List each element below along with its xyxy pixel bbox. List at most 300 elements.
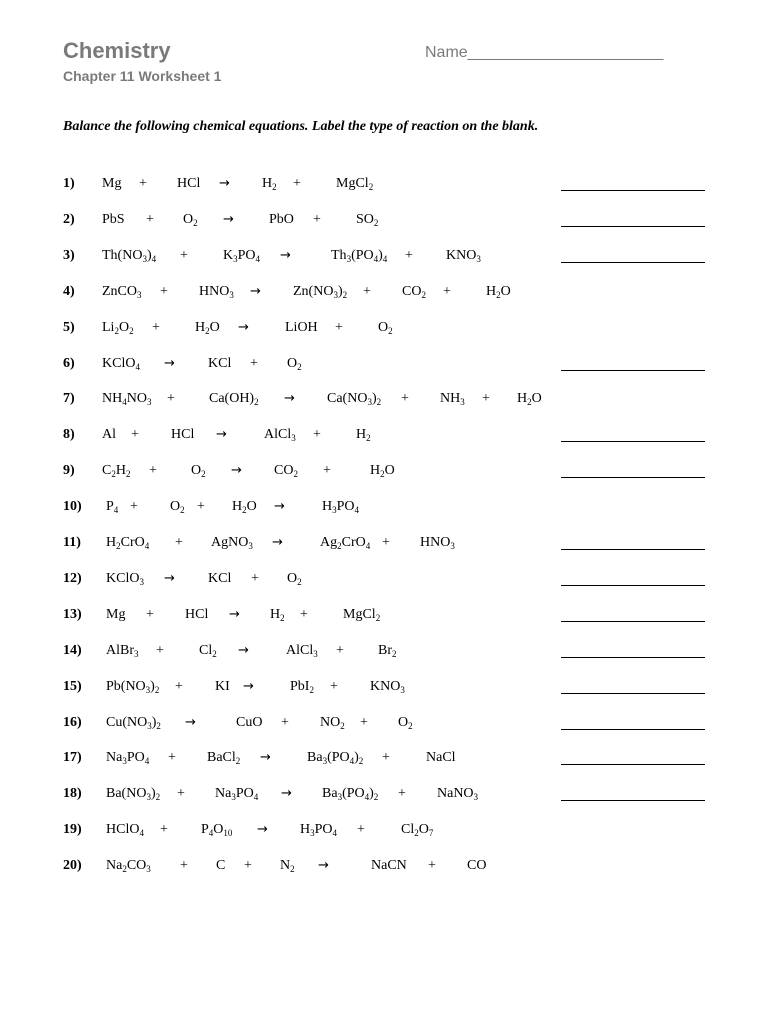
formula-text: NaNO: [437, 786, 474, 802]
equation-number: 9): [63, 463, 75, 479]
formula-subscript: 2: [392, 648, 397, 659]
formula-subscript: 2: [155, 792, 161, 803]
arrow-icon: [274, 499, 285, 514]
formula-text: H: [486, 283, 497, 299]
chemical-formula: [287, 356, 302, 372]
equation-number: 20): [63, 858, 82, 874]
formula-text: O: [209, 319, 220, 335]
formula-subscript: 2: [254, 397, 259, 408]
arrow-icon: [185, 715, 196, 730]
formula-subscript: 4: [382, 253, 388, 264]
formula-text: P: [106, 499, 114, 515]
formula-text: (PO: [342, 786, 365, 802]
formula-text: AgNO: [211, 535, 249, 550]
formula-subscript: 2: [342, 289, 348, 300]
formula-text: +: [482, 391, 490, 407]
equation-row: [0, 391, 770, 415]
formula-text: Ca(NO: [327, 391, 368, 407]
equation-number: 1): [63, 176, 75, 191]
formula-text: Cu(NO: [106, 714, 148, 730]
reaction-type-blank[interactable]: [561, 477, 705, 478]
arrow-icon: [216, 427, 227, 442]
formula-text: +: [168, 750, 176, 766]
formula-text: O: [531, 391, 542, 407]
formula-subscript: 3: [147, 720, 152, 731]
formula-subscript: 2: [380, 469, 385, 480]
formula-subscript: 3: [142, 253, 147, 264]
formula-subscript: 2: [358, 756, 364, 767]
formula-text: PO: [237, 247, 256, 263]
plus-sign: [336, 643, 344, 659]
formula-text: Ag: [320, 535, 338, 550]
formula-text: ): [146, 247, 152, 263]
chemical-formula: [102, 248, 156, 264]
formula-subscript: 3: [337, 792, 343, 803]
formula-text: Na: [215, 786, 232, 802]
chemical-formula: [102, 391, 151, 407]
equation-row: [0, 284, 770, 308]
plus-sign: [357, 822, 365, 838]
formula-text: +: [180, 247, 188, 263]
formula-text: O: [287, 355, 298, 371]
formula-text: CrO: [341, 535, 366, 550]
arrow-icon: [238, 643, 249, 658]
plus-sign: [131, 427, 139, 443]
arrow-icon: [164, 571, 175, 586]
formula-text: O: [170, 499, 181, 515]
chemical-formula: [171, 427, 194, 443]
equation-row: [0, 679, 770, 703]
formula-text: Mg: [102, 176, 122, 191]
reaction-type-blank[interactable]: [561, 693, 705, 694]
chemical-formula: [420, 535, 455, 551]
plus-sign: [443, 284, 451, 300]
formula-text: →: [318, 858, 329, 874]
arrow-icon: [164, 356, 175, 371]
formula-text: HCl: [185, 606, 209, 622]
chemical-formula: [287, 571, 302, 587]
plus-sign: [363, 284, 371, 300]
formula-text: AlCl: [264, 427, 292, 443]
formula-text: PO: [126, 750, 145, 766]
formula-text: Na: [106, 750, 123, 766]
plus-sign: [197, 499, 205, 515]
formula-text: ): [371, 391, 377, 407]
formula-text: Pb(NO: [106, 678, 146, 694]
reaction-type-blank[interactable]: [561, 621, 705, 622]
equation-number: 2): [63, 211, 75, 227]
equation-row: [0, 356, 770, 380]
chemical-formula: [195, 320, 220, 336]
formula-subscript: 3: [333, 289, 338, 300]
formula-subscript: 2: [272, 182, 277, 192]
formula-text: O: [384, 463, 395, 479]
chemical-formula: [322, 786, 378, 802]
formula-text: CO: [274, 463, 294, 479]
chemical-formula: [262, 176, 277, 192]
chemical-formula: [106, 715, 161, 731]
equation-row: [0, 212, 770, 236]
formula-subscript: 3: [139, 576, 144, 587]
equation-number: 12): [63, 570, 82, 586]
formula-text: HClO: [106, 822, 140, 838]
formula-text: H: [370, 463, 381, 479]
equation-number: 14): [63, 642, 82, 658]
formula-subscript: 2: [201, 469, 206, 480]
formula-text: KCl: [208, 355, 232, 371]
reaction-type-blank[interactable]: [561, 549, 705, 550]
chemical-formula: [183, 212, 198, 228]
chemical-formula: [356, 212, 378, 228]
formula-subscript: 4: [151, 253, 157, 264]
formula-text: Mg: [106, 606, 126, 622]
formula-subscript: 4: [255, 253, 261, 264]
formula-text: SO: [356, 211, 374, 227]
reaction-type-blank[interactable]: [561, 764, 705, 765]
chemical-formula: [402, 284, 426, 300]
formula-subscript: 3: [229, 289, 234, 300]
chemical-formula: [209, 391, 259, 407]
formula-text: O: [213, 822, 224, 838]
formula-text: C: [102, 463, 112, 479]
chemical-formula: [293, 284, 347, 300]
formula-subscript: 2: [156, 720, 161, 731]
formula-subscript: 3: [473, 792, 479, 803]
formula-subscript: 3: [233, 253, 238, 264]
formula-text: +: [146, 606, 154, 622]
reaction-type-blank[interactable]: [561, 585, 705, 586]
equation-row: [0, 822, 770, 846]
chemical-formula: [486, 284, 511, 300]
formula-text: PbS: [102, 211, 125, 227]
page-subtitle: Chapter 11 Worksheet 1: [63, 68, 222, 84]
formula-text: +: [175, 535, 183, 550]
equation-number: 3): [63, 247, 75, 263]
formula-subscript: 3: [146, 864, 151, 875]
formula-subscript: 2: [376, 397, 382, 408]
formula-subscript: 3: [137, 289, 142, 300]
arrow-icon: [284, 391, 295, 406]
formula-text: →: [250, 283, 261, 299]
formula-text: HNO: [199, 283, 230, 299]
chemical-formula: [215, 786, 258, 802]
plus-sign: [398, 786, 406, 802]
equation-number: 18): [63, 786, 82, 802]
formula-subscript: 2: [388, 325, 393, 336]
chemical-formula: [232, 499, 257, 515]
formula-text: H: [322, 499, 333, 515]
formula-text: +: [405, 247, 413, 263]
arrow-icon: [250, 284, 261, 299]
formula-text: Li: [102, 319, 115, 335]
formula-text: Br: [378, 642, 392, 658]
formula-subscript: 3: [332, 505, 337, 516]
chemical-formula: [106, 499, 118, 515]
reaction-type-blank[interactable]: [561, 190, 705, 191]
page-title: Chemistry: [63, 38, 171, 63]
formula-text: CuO: [236, 714, 263, 730]
formula-text: H: [300, 822, 311, 838]
chemical-formula: [290, 679, 314, 695]
formula-subscript: 2: [373, 217, 379, 228]
formula-text: →: [229, 606, 240, 622]
arrow-icon: [272, 535, 283, 550]
equation-number: 16): [63, 714, 82, 730]
chemical-formula: [102, 176, 121, 192]
chemical-formula: [177, 176, 200, 192]
formula-subscript: 4: [139, 828, 144, 839]
formula-text: +: [131, 427, 139, 443]
formula-subscript: 4: [122, 397, 127, 408]
chemical-formula: [106, 858, 151, 874]
chemical-formula: [398, 715, 413, 731]
formula-subscript: 10: [223, 828, 233, 839]
chemical-formula: [106, 535, 149, 551]
equation-row: [0, 607, 770, 631]
chemical-formula: [106, 571, 144, 587]
chemical-formula: [286, 643, 318, 659]
formula-text: +: [335, 319, 343, 335]
formula-text: N: [280, 858, 291, 874]
arrow-icon: [238, 320, 249, 335]
plus-sign: [313, 427, 321, 443]
chemical-formula: [170, 499, 185, 515]
formula-subscript: 4: [144, 541, 150, 551]
formula-text: →: [185, 714, 196, 730]
formula-text: O: [378, 319, 389, 335]
reaction-type-blank[interactable]: [561, 441, 705, 442]
equation-row: [0, 248, 770, 272]
reaction-type-blank[interactable]: [561, 262, 705, 263]
equation-number: 11): [63, 535, 81, 550]
formula-text: H: [232, 499, 243, 515]
chemical-formula: [280, 858, 295, 874]
formula-text: (PO: [351, 247, 374, 263]
formula-text: O: [118, 319, 130, 335]
formula-text: →: [272, 535, 283, 550]
reaction-type-blank[interactable]: [561, 370, 705, 371]
formula-text: H: [262, 176, 273, 191]
chemical-formula: [106, 643, 139, 659]
arrow-icon: [243, 679, 254, 694]
formula-text: H: [270, 606, 281, 622]
plus-sign: [401, 391, 409, 407]
formula-text: →: [238, 642, 249, 658]
formula-subscript: 2: [366, 433, 371, 444]
formula-text: +: [281, 714, 289, 730]
reaction-type-blank[interactable]: [561, 729, 705, 730]
formula-text: Zn(NO: [293, 283, 334, 299]
formula-text: ): [150, 786, 156, 802]
formula-text: H: [106, 535, 117, 550]
formula-subscript: 2: [496, 289, 501, 300]
formula-subscript: 2: [122, 864, 127, 875]
arrow-icon: [318, 858, 329, 873]
formula-text: +: [175, 678, 183, 694]
plus-sign: [335, 320, 343, 336]
formula-text: +: [244, 858, 252, 874]
plus-sign: [160, 284, 168, 300]
formula-subscript: 3: [460, 397, 465, 408]
formula-text: +: [197, 499, 205, 515]
formula-text: PO: [235, 786, 254, 802]
formula-subscript: 2: [337, 541, 342, 551]
formula-subscript: 2: [235, 756, 241, 767]
formula-subscript: 4: [208, 828, 214, 839]
formula-text: +: [177, 786, 185, 802]
formula-text: CO: [467, 858, 487, 874]
formula-text: O: [287, 570, 298, 586]
formula-subscript: 3: [122, 756, 127, 767]
reaction-type-blank[interactable]: [561, 657, 705, 658]
formula-text: Th(NO: [102, 247, 143, 263]
formula-subscript: 2: [373, 792, 379, 803]
formula-text: MgCl: [336, 176, 369, 191]
formula-text: →: [164, 570, 175, 586]
formula-text: +: [336, 642, 344, 658]
formula-text: NaCl: [426, 750, 456, 766]
formula-text: KNO: [446, 247, 477, 263]
plus-sign: [244, 858, 252, 874]
equation-row: [0, 427, 770, 451]
chemical-formula: [320, 535, 370, 551]
plus-sign: [323, 463, 331, 479]
chemical-formula: [207, 750, 240, 766]
formula-text: →: [238, 319, 249, 335]
formula-text: (PO: [327, 750, 350, 766]
formula-text: Cl: [199, 642, 213, 658]
plus-sign: [175, 535, 183, 551]
formula-subscript: 4: [253, 792, 259, 803]
equation-row: [0, 643, 770, 667]
formula-text: →: [219, 176, 230, 191]
chemical-formula: [106, 786, 160, 802]
plus-sign: [149, 463, 157, 479]
chemical-formula: [517, 391, 542, 407]
formula-text: Cl: [401, 822, 415, 838]
formula-subscript: 4: [113, 505, 119, 516]
formula-text: KClO: [106, 570, 140, 586]
equation-number: 4): [63, 283, 75, 299]
plus-sign: [139, 176, 147, 192]
formula-text: +: [313, 427, 321, 443]
formula-text: Ba: [307, 750, 323, 766]
formula-subscript: 3: [310, 828, 315, 839]
reaction-type-blank[interactable]: [561, 800, 705, 801]
chemical-formula: [336, 176, 373, 192]
equation-row: [0, 715, 770, 739]
formula-subscript: 3: [291, 433, 296, 444]
formula-text: →: [231, 463, 242, 479]
formula-text: NO: [126, 391, 147, 407]
formula-text: HNO: [420, 535, 451, 550]
formula-text: →: [164, 355, 175, 371]
formula-text: NH: [440, 391, 461, 407]
plus-sign: [160, 822, 168, 838]
formula-subscript: 4: [135, 361, 140, 372]
formula-text: Al: [102, 427, 116, 443]
formula-text: NaCN: [371, 858, 407, 874]
equation-row: [0, 571, 770, 595]
formula-text: H: [356, 427, 367, 443]
formula-text: BaCl: [207, 750, 236, 766]
chemical-formula: [426, 750, 456, 766]
formula-text: ): [337, 283, 343, 299]
formula-text: Th: [331, 247, 347, 263]
formula-text: +: [398, 786, 406, 802]
formula-text: +: [313, 211, 321, 227]
formula-subscript: 2: [375, 612, 381, 623]
formula-text: +: [401, 391, 409, 407]
chemical-formula: [106, 822, 144, 838]
plus-sign: [177, 786, 185, 802]
chemical-formula: [106, 607, 125, 623]
formula-text: K: [223, 247, 234, 263]
formula-text: C: [216, 858, 226, 874]
formula-subscript: 2: [205, 325, 210, 336]
plus-sign: [405, 248, 413, 264]
arrow-icon: [231, 463, 242, 478]
formula-text: H: [195, 319, 206, 335]
chemical-formula: [285, 320, 318, 336]
chemical-formula: [199, 643, 217, 659]
chemical-formula: [185, 607, 208, 623]
formula-text: O: [191, 463, 202, 479]
formula-subscript: 3: [476, 253, 481, 264]
chemical-formula: [236, 715, 262, 731]
formula-subscript: 2: [421, 289, 426, 300]
chemical-formula: [102, 212, 125, 228]
chemical-formula: [274, 463, 298, 479]
formula-subscript: 2: [297, 361, 302, 372]
arrow-icon: [257, 822, 268, 837]
chemical-formula: [300, 822, 337, 838]
formula-text: →: [260, 750, 271, 766]
equation-number: 10): [63, 499, 82, 515]
plus-sign: [313, 212, 321, 228]
chemical-formula: [264, 427, 296, 443]
formula-text: →: [274, 499, 285, 515]
equation-row: [0, 499, 770, 523]
chemical-formula: [343, 607, 380, 623]
formula-subscript: 4: [364, 792, 370, 803]
formula-text: O: [183, 211, 194, 227]
equation-row: [0, 463, 770, 487]
chemical-formula: [216, 858, 225, 874]
formula-text: +: [293, 176, 301, 191]
chemical-formula: [208, 356, 231, 372]
plus-sign: [146, 212, 154, 228]
chemical-formula: [102, 427, 116, 443]
equation-number: 5): [63, 319, 75, 335]
formula-text: KClO: [102, 355, 136, 371]
chemical-formula: [371, 858, 407, 874]
formula-subscript: 4: [349, 756, 355, 767]
formula-subscript: 2: [527, 397, 532, 408]
equation-number: 13): [63, 606, 82, 622]
formula-subscript: 2: [129, 325, 134, 336]
plus-sign: [168, 750, 176, 766]
formula-subscript: 3: [134, 648, 139, 659]
equation-number: 8): [63, 427, 75, 443]
chemical-formula: [440, 391, 465, 407]
equation-number: 7): [63, 391, 75, 407]
reaction-type-blank[interactable]: [561, 226, 705, 227]
formula-text: Ca(OH): [209, 391, 255, 407]
formula-text: H: [115, 463, 126, 479]
formula-text: O: [418, 822, 429, 838]
formula-subscript: 3: [367, 397, 372, 408]
